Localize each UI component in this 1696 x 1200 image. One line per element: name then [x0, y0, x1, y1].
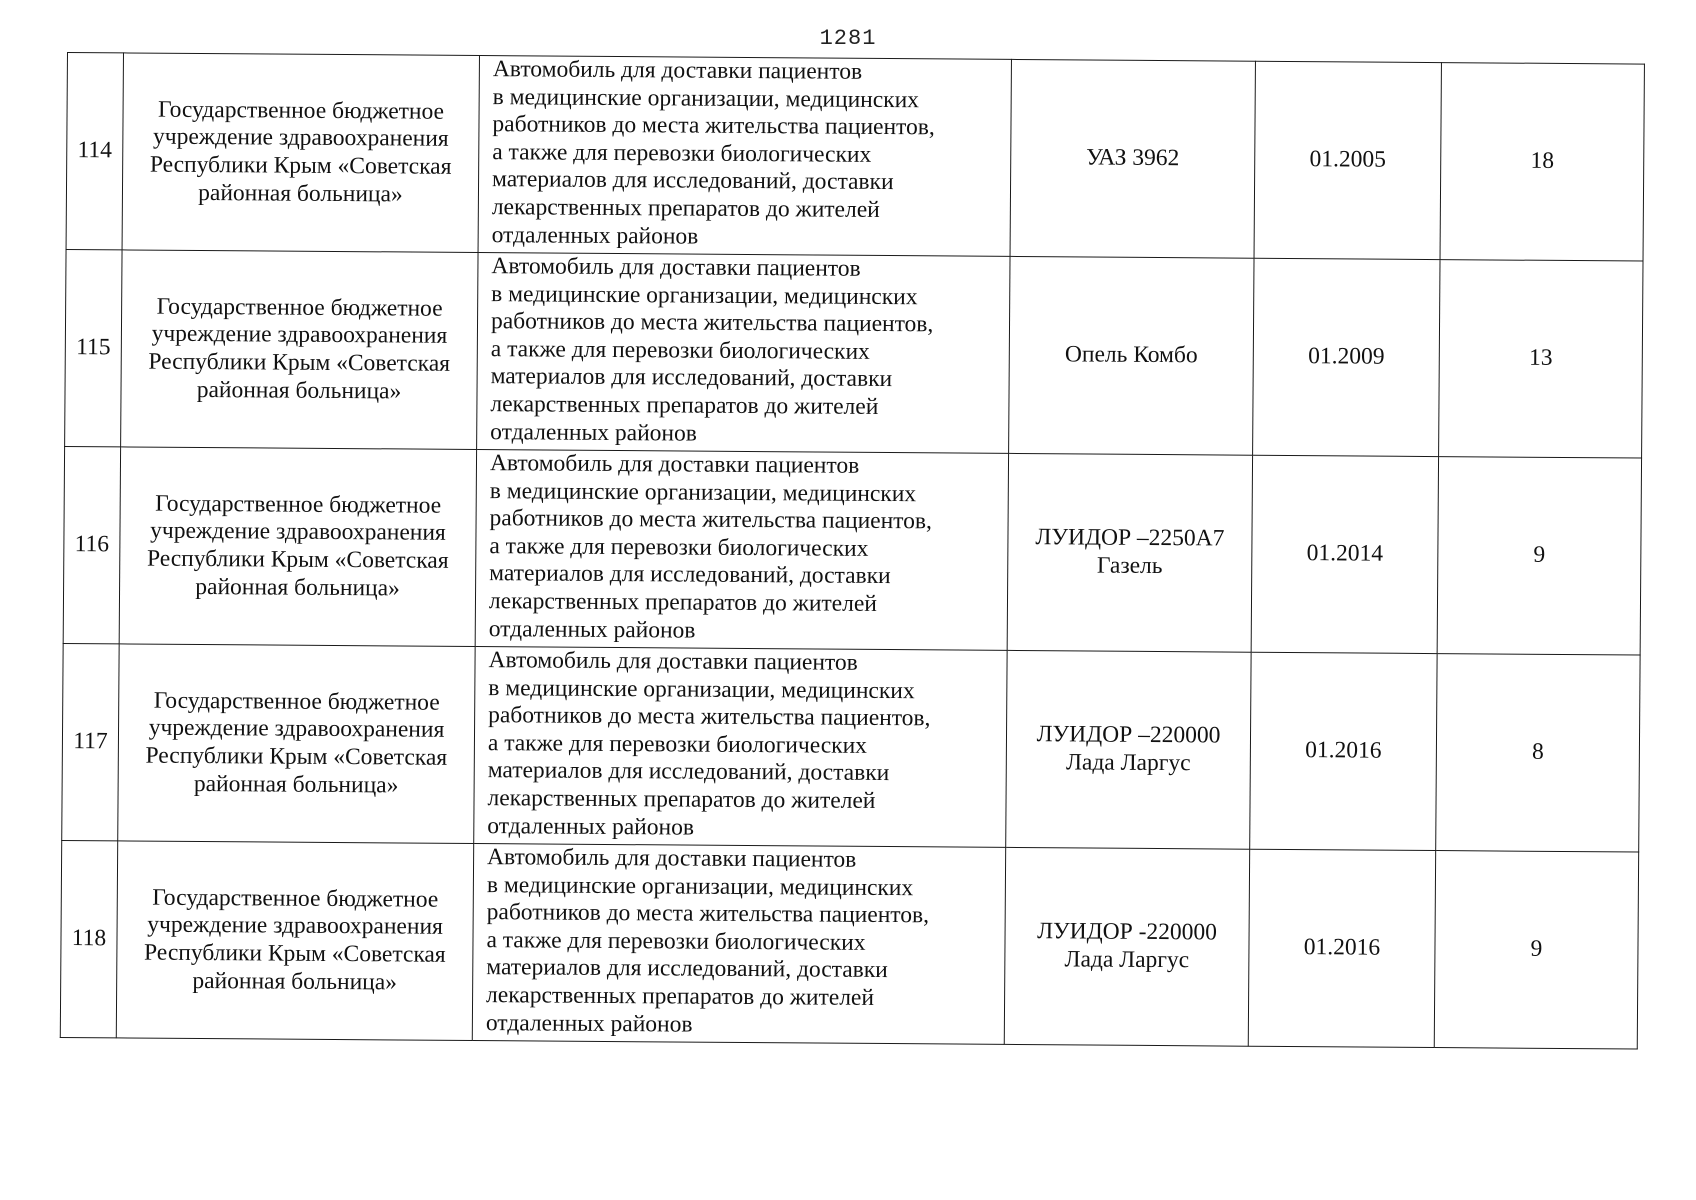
table-row [60, 840, 1638, 1049]
organization-line: учреждение здравоохранения [150, 518, 446, 547]
purpose-line: а также для перевозки биологических [490, 335, 870, 365]
table-row [63, 446, 1641, 655]
purpose-line: лекарственных препаратов до жителей [486, 982, 875, 1011]
vehicle-table-wrapper [60, 52, 1645, 1050]
vehicle-age-cell: 9 [1437, 457, 1641, 655]
purpose-cell [477, 253, 1010, 454]
organization-line: учреждение здравоохранения [151, 321, 448, 350]
purpose-cell [472, 844, 1005, 1045]
purpose-line: отдаленных районов [488, 615, 696, 644]
purpose-line: лекарственных препаратов до жителей [487, 785, 876, 814]
purpose-line: материалов для исследований, доставки [491, 166, 894, 196]
organization-cell [118, 644, 475, 844]
purpose-line: работников до места жительства пациентов, [488, 702, 931, 732]
organization-line: Государственное бюджетное [153, 687, 440, 716]
organization-line: районная больница» [195, 573, 400, 602]
row-number-cell: 115 [65, 249, 122, 446]
purpose-line: отдаленных районов [487, 812, 695, 841]
purpose-line: работников до места жительства пациентов, [486, 899, 930, 929]
organization-line: Государственное бюджетное [156, 293, 443, 322]
vehicle-model-line: УАЗ 3962 [1086, 144, 1180, 172]
vehicle-model-line: Газель [1096, 552, 1163, 580]
vehicle-model-line: ЛУИДОР –220000 [1036, 721, 1221, 749]
vehicle-age-cell: 18 [1440, 63, 1644, 261]
vehicle-table [60, 52, 1645, 1050]
purpose-line: Автомобиль для доставки пациентов [491, 253, 861, 282]
organization-line: Государственное бюджетное [152, 884, 439, 913]
purpose-line: лекарственных препаратов до жителей [488, 588, 877, 617]
organization-cell [122, 53, 479, 253]
purpose-line: отдаленных районов [485, 1009, 693, 1038]
table-row [62, 643, 1640, 852]
organization-cell [121, 250, 478, 450]
vehicle-model-cell [1004, 847, 1249, 1046]
organization-line: Республики Крым «Советская [145, 742, 448, 771]
vehicle-model-line: ЛУИДОР –2250А7 [1035, 524, 1225, 552]
organization-line: Республики Крым «Советская [144, 939, 446, 968]
organization-line: районная больница» [198, 179, 403, 208]
purpose-line: работников до места жительства пациентов, [492, 111, 935, 141]
purpose-line: а также для перевозки биологических [487, 729, 868, 759]
organization-line: Республики Крым «Советская [149, 151, 452, 180]
purpose-line: работников до места жительства пациентов, [490, 308, 934, 338]
purpose-line: материалов для исследований, доставки [490, 363, 893, 393]
table-row [66, 53, 1644, 262]
purpose-line: материалов для исследований, доставки [486, 954, 888, 984]
organization-cell [116, 841, 473, 1041]
purpose-line: в медицинские организации, медицинских [492, 83, 920, 113]
row-number-cell: 118 [60, 840, 117, 1037]
manufacture-date-cell: 01.2005 [1254, 61, 1441, 259]
purpose-line: Автомобиль для доставки пациентов [487, 844, 857, 873]
row-number-cell: 117 [62, 643, 119, 840]
purpose-line: материалов для исследований, доставки [489, 560, 891, 590]
purpose-line: а также для перевозки биологических [492, 138, 872, 168]
vehicle-age-cell: 8 [1436, 654, 1640, 852]
organization-line: Республики Крым «Советская [146, 545, 449, 574]
table-row [65, 249, 1643, 458]
organization-line: Республики Крым «Советская [148, 348, 451, 377]
organization-line: Государственное бюджетное [158, 96, 445, 125]
purpose-line: Автомобиль для доставки пациентов [488, 647, 858, 676]
purpose-line: а также для перевозки биологических [489, 532, 869, 562]
vehicle-model-line: Лада Ларгус [1065, 749, 1191, 777]
purpose-line: в медицинские организации, медицинских [491, 280, 918, 310]
organization-line: районная больница» [193, 770, 399, 799]
purpose-line: отдаленных районов [491, 221, 699, 250]
manufacture-date-cell: 01.2009 [1253, 258, 1440, 456]
manufacture-date-cell: 01.2016 [1248, 849, 1435, 1047]
manufacture-date-cell: 01.2016 [1250, 652, 1437, 850]
purpose-line: в медицинские организации, медицинских [486, 871, 914, 901]
page-number: 1281 [819, 26, 877, 51]
purpose-line: в медицинские организации, медицинских [489, 477, 917, 507]
vehicle-model-line: Лада Ларгус [1064, 946, 1190, 974]
vehicle-age-cell: 13 [1439, 260, 1643, 458]
table-body [60, 53, 1644, 1050]
vehicle-model-cell [1010, 59, 1255, 258]
vehicle-model-cell [1006, 650, 1251, 849]
purpose-line: Автомобиль для доставки пациентов [492, 56, 863, 85]
vehicle-model-line: Опель Комбо [1064, 341, 1198, 369]
vehicle-model-line: ЛУИДОР -220000 [1037, 918, 1218, 946]
purpose-line: отдаленных районов [490, 418, 697, 447]
organization-line: учреждение здравоохранения [152, 124, 449, 153]
purpose-line: работников до места жительства пациентов, [489, 505, 932, 535]
purpose-line: материалов для исследований, доставки [487, 757, 890, 787]
row-number-cell: 116 [63, 446, 120, 643]
purpose-line: а также для перевозки биологических [486, 926, 866, 956]
vehicle-age-cell: 9 [1434, 851, 1638, 1049]
purpose-line: Автомобиль для доставки пациентов [489, 450, 860, 479]
organization-line: учреждение здравоохранения [147, 912, 443, 941]
manufacture-date-cell: 01.2014 [1251, 455, 1438, 653]
organization-cell [119, 447, 476, 647]
purpose-line: лекарственных препаратов до жителей [490, 391, 879, 420]
purpose-line: лекарственных препаратов до жителей [491, 194, 880, 223]
vehicle-model-cell [1007, 453, 1252, 652]
row-number-cell: 114 [66, 53, 123, 250]
organization-line: учреждение здравоохранения [148, 715, 445, 744]
purpose-line: в медицинские организации, медицинских [488, 674, 915, 704]
purpose-cell [475, 450, 1008, 651]
purpose-cell [478, 56, 1011, 257]
organization-line: Государственное бюджетное [155, 490, 442, 519]
vehicle-model-cell [1009, 256, 1254, 455]
organization-line: районная больница» [196, 376, 402, 405]
organization-line: районная больница» [192, 967, 398, 996]
purpose-cell [474, 647, 1007, 848]
